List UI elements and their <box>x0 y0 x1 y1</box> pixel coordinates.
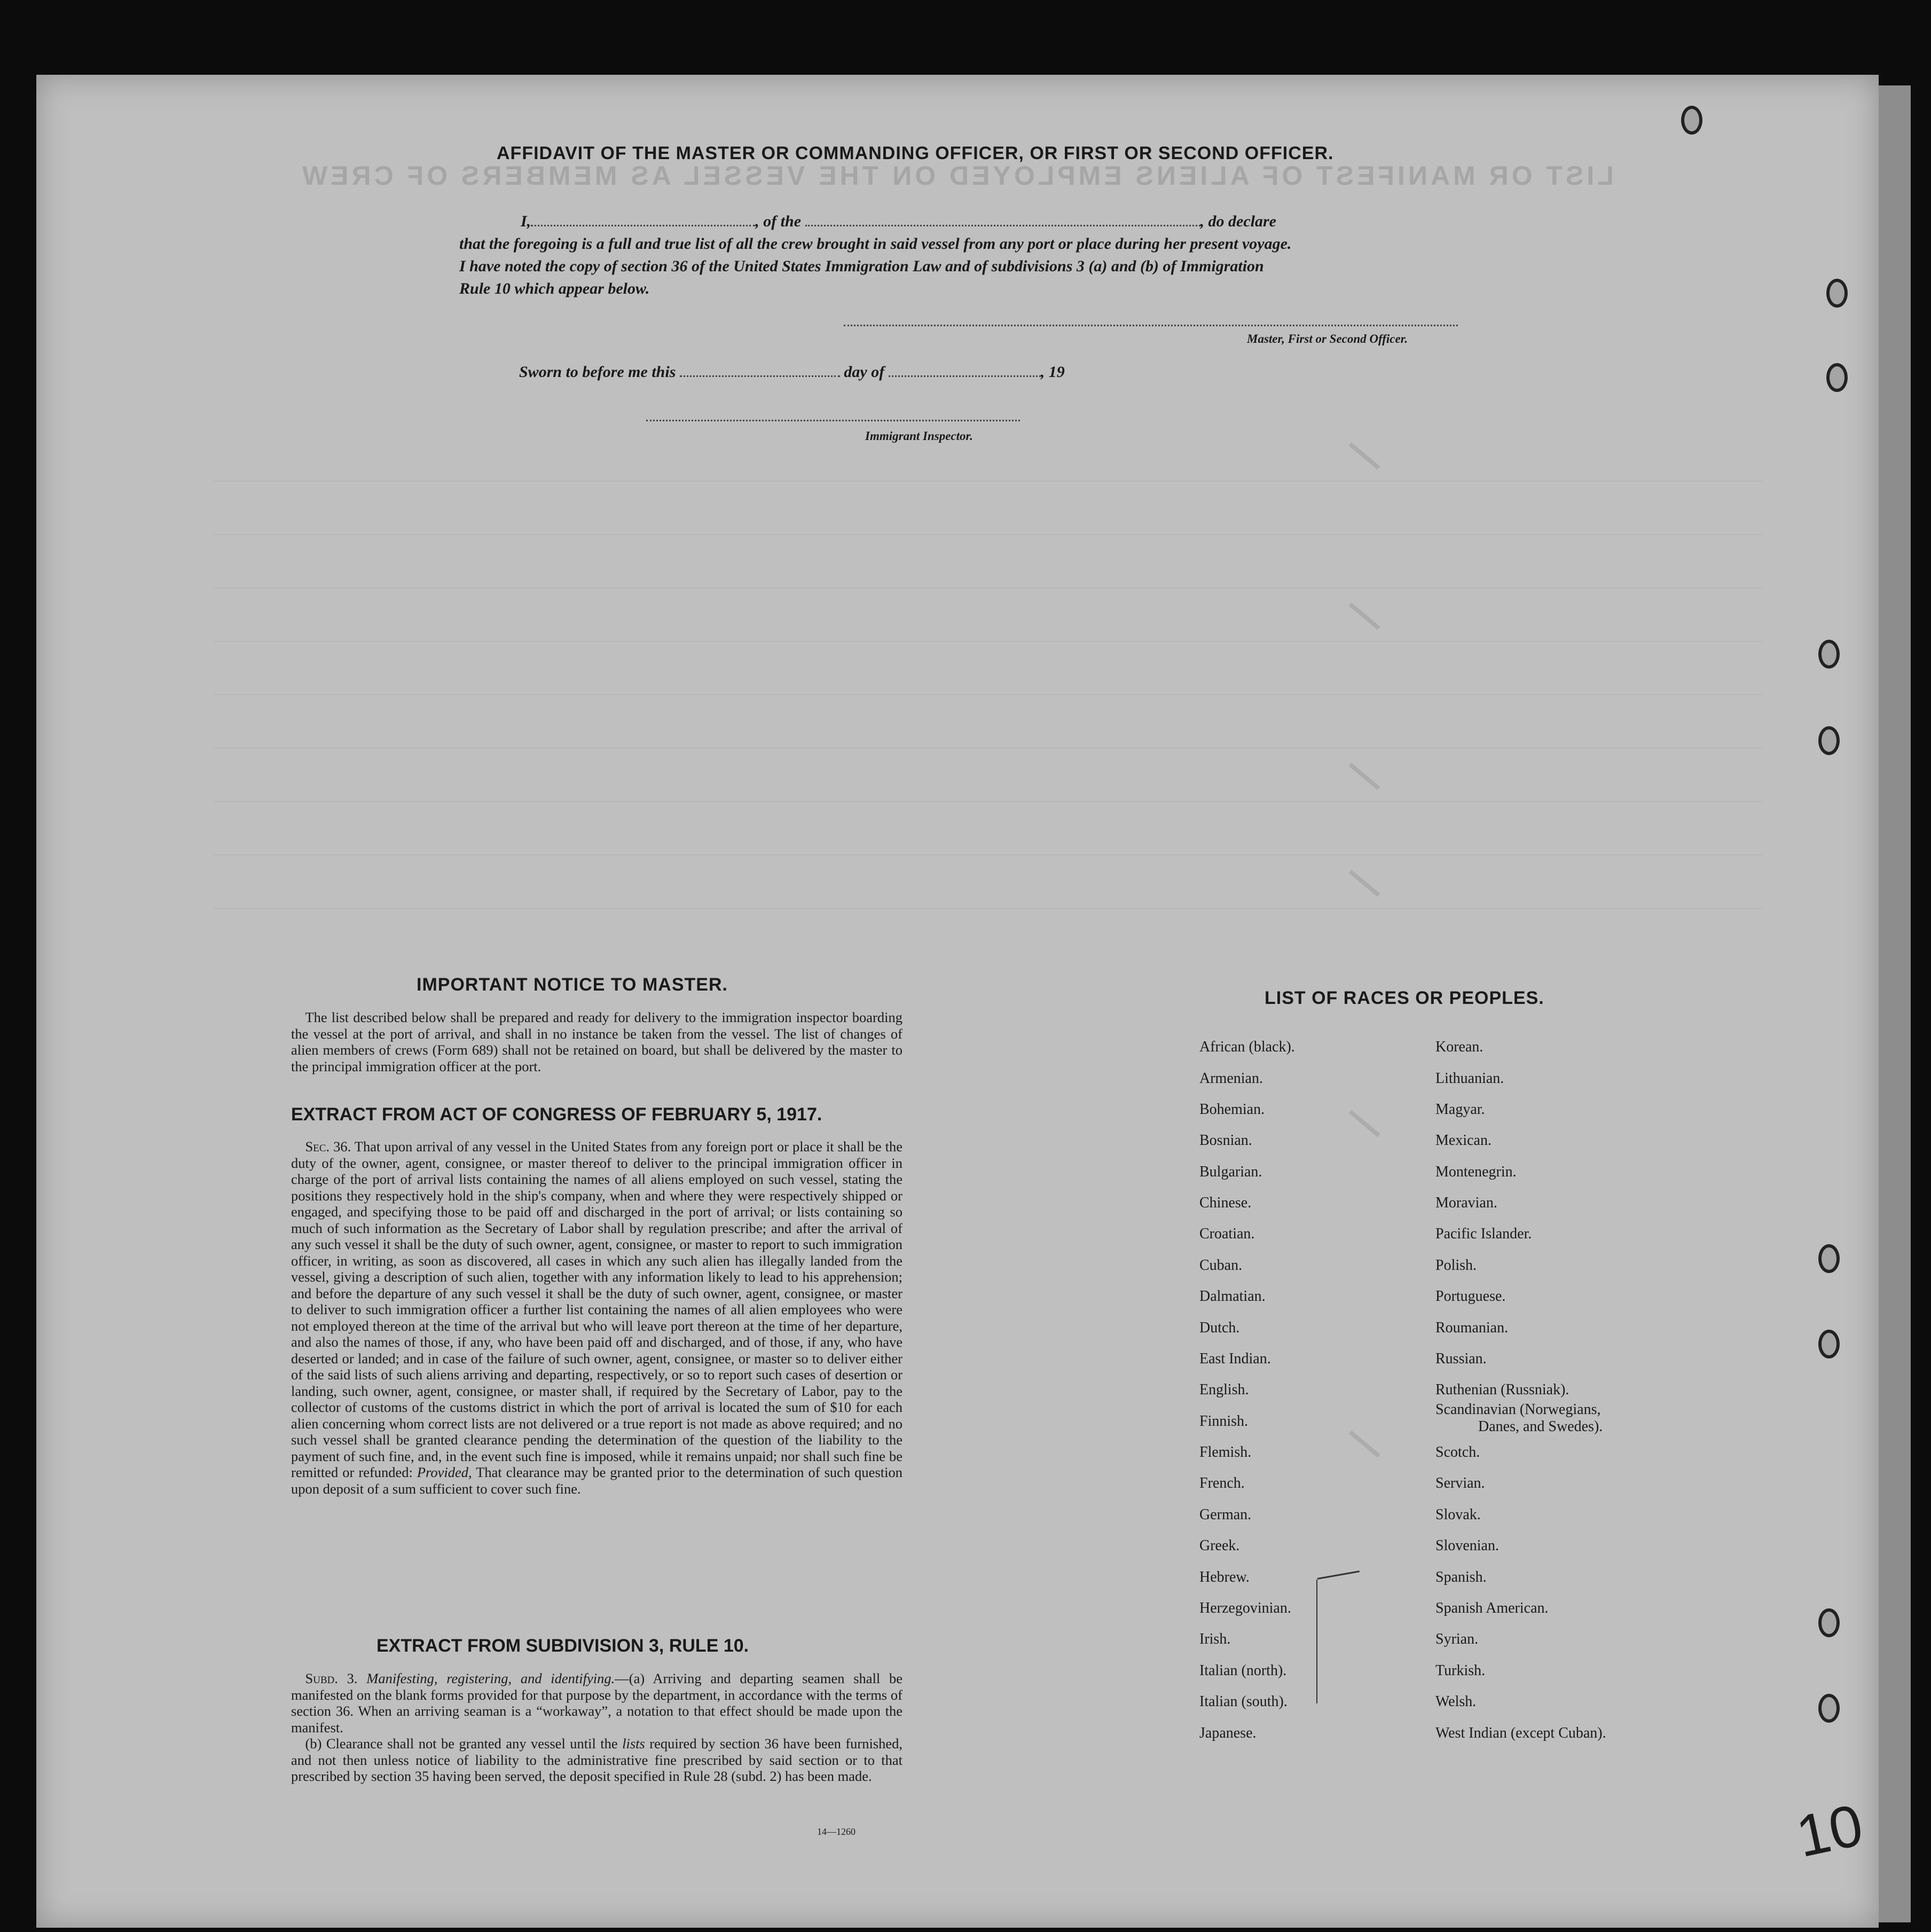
page-edge <box>1879 85 1911 1922</box>
race-item: Ruthenian (Russniak). <box>1435 1381 1569 1398</box>
race-item: Korean. <box>1435 1039 1483 1055</box>
race-item: Magyar. <box>1435 1101 1485 1118</box>
race-item: Herzegovinian. <box>1199 1600 1291 1616</box>
race-item: Mexican. <box>1435 1132 1492 1149</box>
race-item: Hebrew. <box>1199 1569 1250 1585</box>
affidavit-line-2: that the foregoing is a full and true list of all the crew brought in said vessel from any port or place during her present voyage. <box>459 235 1292 253</box>
sec-body: That upon arrival of any vessel in the United States from any foreign port or place it shall be the duty of the owner, agent, consignee, or master thereof to deliver to the principal immigration officer in charge of the port of arrival lists containing the names of all aliens employed on such vessel, stating the positions they respectively hold in the ship's company, when and where they were respectively shipped or engaged, and specifying those to be paid off and discharged in the port of arrival; or lists containing so much of such information as the Secretary of Labor shall by regulation prescribe; and after the arrival of any such vessel it shall be the duty of such owner, agent, consignee, or master to report to such immigration officer, in writing, as soon as discovered, all cases in which any such alien has illegally landed from the vessel, giving a description of such alien, together with any information likely to lead to his apprehension; and before the departure of any such vessel it shall be the duty of such owner, agent, consignee, or master to deliver to such immigration officer a further list containing the names of all alien employees who were not employed thereon at the time of the arrival but who will leave port thereon at the time of her departure, and also the names of those, if any, who have been paid off and discharged, and of those, if any, who have deserted or landed; and in case of the failure of such owner, agent, consignee, or master so to deliver either of the said lists of such aliens arriving and departing, respectively, or so to report such cases of desertion or landing, such owner, agent, consignee, or master shall, if required by the Secretary of Labor, pay to the collector of customs of the customs district in which the port of arrival is located the sum of $10 for each alien concerning whom correct lists are not delivered or a true report is not made as above required; and no such vessel shall be granted clearance pending the determination of the question of the liability to the payment of such fine, and, in the event such fine is imposed, while it remains unpaid; nor shall such fine be remitted or refunded: <box>291 1138 902 1480</box>
race-item: Chinese. <box>1199 1195 1252 1211</box>
race-item: Cuban. <box>1199 1257 1243 1274</box>
bleed-through-row <box>214 694 1762 695</box>
affidavit-line-4: Rule 10 which appear below. <box>459 280 650 297</box>
race-item: German. <box>1199 1506 1252 1523</box>
races-title: LIST OF RACES OR PEOPLES. <box>1265 988 1544 1008</box>
binder-hole <box>1818 726 1840 755</box>
race-item: Slovak. <box>1435 1506 1481 1523</box>
sworn-month-blank <box>889 375 1041 377</box>
race-item: Portuguese. <box>1435 1288 1506 1305</box>
handwritten-page-number: 10 <box>1791 1792 1869 1870</box>
extract-act-title: EXTRACT FROM ACT OF CONGRESS OF FEBRUARY 5, 1917. <box>291 1104 822 1125</box>
race-item: Syrian. <box>1435 1631 1479 1647</box>
race-item: English. <box>1199 1381 1249 1398</box>
race-item: Russian. <box>1435 1350 1487 1367</box>
race-item: Scandinavian (Norwegians, <box>1435 1401 1601 1418</box>
bleed-through-row <box>214 481 1762 482</box>
binder-hole <box>1818 1244 1840 1273</box>
handwritten-bracket <box>1316 1580 1317 1703</box>
section-36-text <box>291 1138 902 1497</box>
master-signatory-label: Master, First or Second Officer. <box>1247 332 1408 345</box>
inspector-line <box>646 420 1020 421</box>
subd-heading: Manifesting, registering, and identifying. <box>366 1670 615 1686</box>
sec-label: Sec. 36. <box>305 1138 351 1155</box>
race-item: Scotch. <box>1435 1444 1480 1460</box>
race-item: Turkish. <box>1435 1662 1486 1679</box>
race-item: French. <box>1199 1475 1245 1491</box>
race-item: Welsh. <box>1435 1693 1477 1710</box>
provided-word: Provided, <box>417 1464 472 1480</box>
race-item: East Indian. <box>1199 1350 1271 1367</box>
race-item: Japanese. <box>1199 1725 1257 1741</box>
bleed-through-title: LIST OR MANIFEST OF ALIENS EMPLOYED ON THE VESSEL AS MEMBERS OF CREW <box>299 161 1614 191</box>
sworn-day-blank <box>680 375 840 377</box>
para-b-1: (b) Clearance shall not be granted any vessel until the <box>305 1735 618 1752</box>
race-item: Polish. <box>1435 1257 1477 1274</box>
form-number: 14—1260 <box>817 1826 855 1837</box>
notice-title: IMPORTANT NOTICE TO MASTER. <box>417 975 728 995</box>
race-item: Moravian. <box>1435 1195 1497 1211</box>
binder-hole <box>1681 106 1702 135</box>
document-sheet <box>36 75 1879 1928</box>
race-item: Spanish. <box>1435 1569 1487 1585</box>
race-item: Montenegrin. <box>1435 1164 1517 1180</box>
race-item: Finnish. <box>1199 1413 1249 1430</box>
notice-text: The list described below shall be prepared and ready for delivery to the immigration inspector boarding the vessel at the port of arrival, and shall in no instance be taken from the vessel. The list of changes of alien members of crews (Form 689) shall not be retained on board, but shall be delivered by the master to the principal immigration officer at the port. <box>291 1009 902 1074</box>
race-item: Roumanian. <box>1435 1320 1509 1336</box>
affidavit-line-3: I have noted the copy of section 36 of the United States Immigration Law and of subdivisions 3 (a) and (b) of Immigration <box>459 257 1264 275</box>
affidavit-title: AFFIDAVIT OF THE MASTER OR COMMANDING OFFICER, OR FIRST OR SECOND OFFICER. <box>497 143 1334 163</box>
i-label: I, <box>521 213 531 230</box>
bleed-through-row <box>214 534 1762 535</box>
sworn-label: Sworn to before me this <box>519 363 676 381</box>
year-label: , 19 <box>1040 363 1065 381</box>
race-item: Bulgarian. <box>1199 1164 1262 1180</box>
binder-hole <box>1826 363 1848 392</box>
binder-hole <box>1818 1608 1840 1637</box>
binder-hole <box>1818 1330 1840 1358</box>
race-item: Bohemian. <box>1199 1101 1265 1118</box>
affidavit-line-1 <box>521 213 1276 231</box>
race-item: Flemish. <box>1199 1444 1252 1460</box>
bleed-through-row <box>214 587 1762 588</box>
name-blank <box>531 225 755 226</box>
day-of-label: day of <box>844 363 885 381</box>
race-item: Greek. <box>1199 1537 1240 1554</box>
race-item: Danes, and Swedes). <box>1478 1418 1603 1435</box>
sworn-line <box>519 363 1065 381</box>
immigrant-inspector-label: Immigrant Inspector. <box>865 429 973 443</box>
race-item: Spanish American. <box>1435 1600 1549 1616</box>
vessel-blank <box>805 225 1200 226</box>
subd-label: Subd. 3. <box>305 1670 358 1686</box>
bleed-through-row <box>214 641 1762 642</box>
para-b-lists: lists <box>622 1735 645 1752</box>
race-item: West Indian (except Cuban). <box>1435 1725 1606 1741</box>
extract-rule-title: EXTRACT FROM SUBDIVISION 3, RULE 10. <box>376 1636 749 1656</box>
do-declare-label: , do declare <box>1200 213 1276 230</box>
race-item: Italian (north). <box>1199 1662 1287 1679</box>
para-a: —(a) Arriving and departing seamen shall be manifested on the blank forms provided for that purpose by the department, in accordance with the terms of section 36. When an arriving seaman is a “workaway”, a notation to that effect should be made upon the manifest. <box>291 1670 903 1735</box>
race-item: Pacific Islander. <box>1435 1226 1532 1242</box>
race-item: Armenian. <box>1199 1070 1263 1087</box>
bleed-through-row <box>214 801 1762 802</box>
rule-10-text <box>291 1670 902 1785</box>
bleed-through-row <box>214 908 1762 909</box>
sec-body-end: That clearance may be granted prior to the determination of such question upon deposit of a sum sufficient to cover such fine. <box>291 1464 902 1497</box>
race-item: Lithuanian. <box>1435 1070 1504 1087</box>
race-item: Irish. <box>1199 1631 1231 1647</box>
binder-hole <box>1818 1694 1840 1723</box>
para-b-2: required by section 36 have been furnished, and not then unless notice of liability to the administrative fine prescribed by said section or to that prescribed by section 35 having been served, the deposit specified in Rule 28 (subd. 2) has been made. <box>291 1735 903 1784</box>
race-item: Bosnian. <box>1199 1132 1252 1149</box>
race-item: Slovenian. <box>1435 1537 1499 1554</box>
bleed-through-row <box>214 748 1762 749</box>
signature-line <box>844 325 1458 326</box>
race-item: Dalmatian. <box>1199 1288 1266 1305</box>
race-item: African (black). <box>1199 1039 1295 1055</box>
notice-body <box>291 1009 902 1074</box>
race-item: Italian (south). <box>1199 1693 1288 1710</box>
race-item: Dutch. <box>1199 1320 1240 1336</box>
binder-hole <box>1826 279 1848 308</box>
binder-hole <box>1818 640 1840 669</box>
race-item: Servian. <box>1435 1475 1485 1491</box>
race-item: Croatian. <box>1199 1226 1255 1242</box>
of-the-label: , of the <box>755 213 802 230</box>
bleed-through-row <box>214 854 1762 855</box>
